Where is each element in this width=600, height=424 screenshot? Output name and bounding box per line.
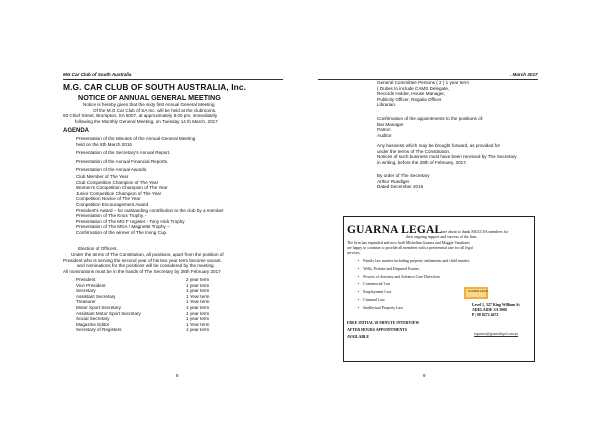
left-page-header: MG Car Club of South Australia	[63, 72, 132, 77]
election-line: President who is serving the second year of his two year term become vacant,	[63, 257, 222, 263]
award-item: Presentation of The MG F register - Tony Hick Trophy	[76, 218, 185, 224]
award-item: Junior Competition Champion of The Year	[76, 190, 162, 196]
ad-service-item: • Intellectual Property Law	[358, 305, 404, 310]
ad-services-list	[358, 259, 469, 311]
business-line: under the terms of The Constitution.	[377, 148, 451, 154]
award-item: President's Award – for outstanding contribution to the club by a member	[76, 207, 224, 213]
officer-row: Social Secretary 1 year term	[76, 316, 210, 322]
agenda-item: Presentation of the Annual Awards.	[76, 167, 148, 173]
committee-line: General Committee Persons ( 2 ) 1 year term	[377, 80, 469, 85]
committee-block	[377, 80, 469, 108]
ad-service-item: • Employment Law	[358, 290, 392, 295]
ad-address-line: Level 1, 327 King William St	[472, 303, 520, 307]
award-item: Competition Encouragement Award	[76, 201, 149, 207]
ad-tagline-2: their ongoing support and success of the firm.	[406, 235, 478, 239]
ad-intro-line: services.	[347, 250, 361, 255]
awards-list	[76, 174, 224, 236]
notice-line: Notice is hereby given that the sixty first Annual General Meeting	[83, 102, 215, 107]
business-line: in writing, before the 28th of February, 2017.	[377, 159, 468, 165]
business-line: Notices of such business must have been received by The Secretary	[377, 154, 517, 160]
officers-table	[76, 277, 210, 333]
ad-email-link[interactable]: mguarna@guarnalegal.com.au	[474, 332, 519, 336]
ad-offer-line: AVAILABLE	[347, 334, 370, 339]
award-item: Competition Novice of The Year	[76, 196, 141, 202]
confirm-block	[377, 116, 483, 138]
ad-service-item: • Commercial Law	[358, 282, 391, 287]
award-item: Club Member of The Year	[76, 174, 129, 179]
meeting-subtitle: NOTICE OF ANNUAL GENERAL MEETING	[78, 93, 221, 102]
award-item: Club Competition Champion of The Year	[76, 179, 159, 185]
committee-line: ( Duties to include CAMS Delegate,	[377, 85, 450, 91]
confirm-item: Patron	[377, 127, 391, 133]
right-page-number: 9	[423, 373, 426, 378]
confirm-item: Auditor	[377, 132, 392, 138]
left-page-number: 8	[176, 373, 179, 378]
officer-row: Assistant Secretary 1 Year term	[76, 293, 210, 299]
committee-line: Librarian.	[377, 102, 397, 108]
order-date: Dated December 2016	[377, 184, 424, 190]
ad-service-item: • Powers of Attorney and Advance Care Directives	[358, 274, 440, 279]
notice-line: following the Monthly General Meeting, on Tuesday 14 th March, 2017	[75, 118, 218, 124]
officer-row: President 2 year term	[76, 277, 210, 282]
confirm-item: Bar Manager	[377, 121, 404, 127]
guarna-legal-ad	[343, 216, 535, 362]
meeting-title: M.G. CAR CLUB OF SOUTH AUSTRALIA, Inc.	[63, 82, 247, 92]
logo-text: GUARNA LEGAL	[468, 290, 489, 293]
election-line: and nominations for the positions will be considered by the meeting.	[77, 263, 215, 269]
officer-row: Secretary of Registers 1 year term	[76, 327, 210, 333]
order-line: By order of The Secretary	[377, 173, 430, 178]
agenda-item: Presentation of the Minutes of the Annual General Meeting	[76, 136, 196, 141]
confirm-heading: Confirmation of the appointments to the positions of:	[377, 116, 484, 121]
business-block	[377, 143, 517, 165]
election-line: All nominations must be in the hands of The Secretary by 28th February 2017	[63, 268, 221, 274]
ad-address	[472, 303, 520, 317]
agenda-item: Presentation of the Secretary's Annual Report.	[76, 150, 171, 156]
ad-offer	[347, 321, 419, 339]
right-page-header: . March 2017	[510, 72, 538, 77]
election-line: Under the terms of The Constitution, all positions, apart from the position of	[71, 252, 224, 257]
award-item: Confirmation of the winner of The Irving Cup.	[76, 229, 168, 235]
officer-row: Assistant Motor Sport Secretary 1 year term	[76, 310, 210, 316]
left-header-rule	[63, 79, 283, 80]
ad-title: GUARNA LEGAL	[347, 224, 443, 236]
agenda-list	[76, 136, 195, 176]
award-item: Women's Competition Champion of The Year	[76, 185, 168, 191]
agenda-item: held on the 8th March 2016	[76, 141, 132, 147]
ad-service-item: • Family law matters including property settlements and child matters	[358, 259, 470, 263]
award-item: Presentation of The Knox Trophy. -	[76, 213, 147, 219]
award-item: Presentation of The MGA / Magnette Trophy –	[76, 224, 170, 230]
officer-row: Magazine Editor 1 Year term	[76, 321, 210, 327]
ad-offer-line: AFTER HOURS APPOINTMENTS	[347, 327, 408, 332]
business-line: Any business which may be brought forward, as provided for	[377, 143, 501, 148]
officer-row: Motor Sport Secretary 1 year term	[76, 304, 210, 310]
ad-intro	[347, 241, 473, 255]
ad-intro-line: are happy to continue to provide all members with a preferential rate for all legal	[347, 245, 473, 250]
agenda-item: Presentation of the Annual Financial Reports.	[76, 158, 169, 164]
secretary-name: Arthur Ruediger	[377, 178, 410, 184]
notice-line: Of the M.G Car Club of SA Inc. will be held at the clubrooms.	[93, 107, 217, 113]
officer-row: Secretary 1 year term	[76, 288, 210, 294]
ad-address-line: ADELAIDE SA 5000	[472, 307, 508, 312]
ad-service-item: • Wills, Probate and Disputed Estates	[358, 266, 419, 271]
officer-row: Treasurer 1 Year term	[76, 299, 210, 305]
committee-line: Publicity Officer, Regalia Officer	[377, 96, 442, 102]
election-heading: Election of Officers.	[78, 246, 118, 251]
ad-tagline: are about to thank MGCCSA members for	[442, 230, 509, 234]
agenda-heading: AGENDA	[63, 128, 90, 134]
election-block	[63, 252, 224, 274]
committee-line: Records Holder, House Manager,	[377, 91, 445, 97]
notice-line: 93 Chief Street, Brompton, SA 5007, at approximately 8.00 pm, immediately	[63, 113, 218, 119]
ad-offer-line: FREE INITIAL 20 MINUTE INTERVIEW	[347, 321, 420, 325]
notice-block	[63, 102, 218, 124]
ad-phone: P | 08 8272 4672	[472, 312, 499, 317]
ad-service-item: • Criminal Law	[358, 297, 385, 302]
order-block	[377, 173, 430, 190]
ad-intro-line: The firm has expanded and now both Michelina Guarna and Maggie Vanakaris	[347, 241, 470, 245]
officer-row: Vice President 1 year term	[76, 282, 210, 288]
